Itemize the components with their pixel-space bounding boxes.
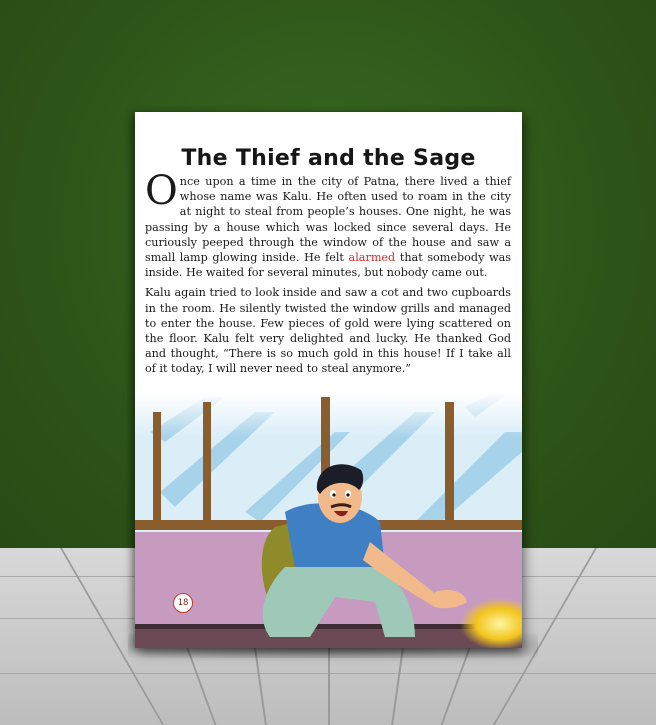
drop-cap: O: [145, 168, 178, 214]
story-text: [145, 168, 512, 382]
paragraph-1-lead: nce upon a time in the city of Patna, there lived a thief whose name was Kalu. He often used to roam in the city at night to steal from people’s houses. One night, he was passing by a house which was locked since several days. He curiously peeped through the window of the house and saw a small lamp glowing inside. He felt: [145, 175, 511, 265]
book-page: [135, 112, 522, 648]
page-number: 18: [173, 593, 193, 613]
paragraph-1-tail: that somebody was inside. He waited for several minutes, but nobody came out.: [145, 251, 512, 280]
story-title: The Thief and the Sage: [181, 146, 476, 171]
paragraph-2: Kalu again tried to look inside and saw a cot and two cupboards in the room. He silently twisted the window grills and managed to enter the house. Few pieces of gold were lying scattered on the floor. Kalu felt very delighted and lucky. He thanked God and thought, “There is so much gold in this house! If I take all of it today, I will never need to steal anymore.”: [145, 286, 511, 376]
highlighted-word: alarmed: [348, 251, 396, 265]
thief-illustration: [135, 392, 522, 648]
paragraph-1: [145, 168, 512, 280]
